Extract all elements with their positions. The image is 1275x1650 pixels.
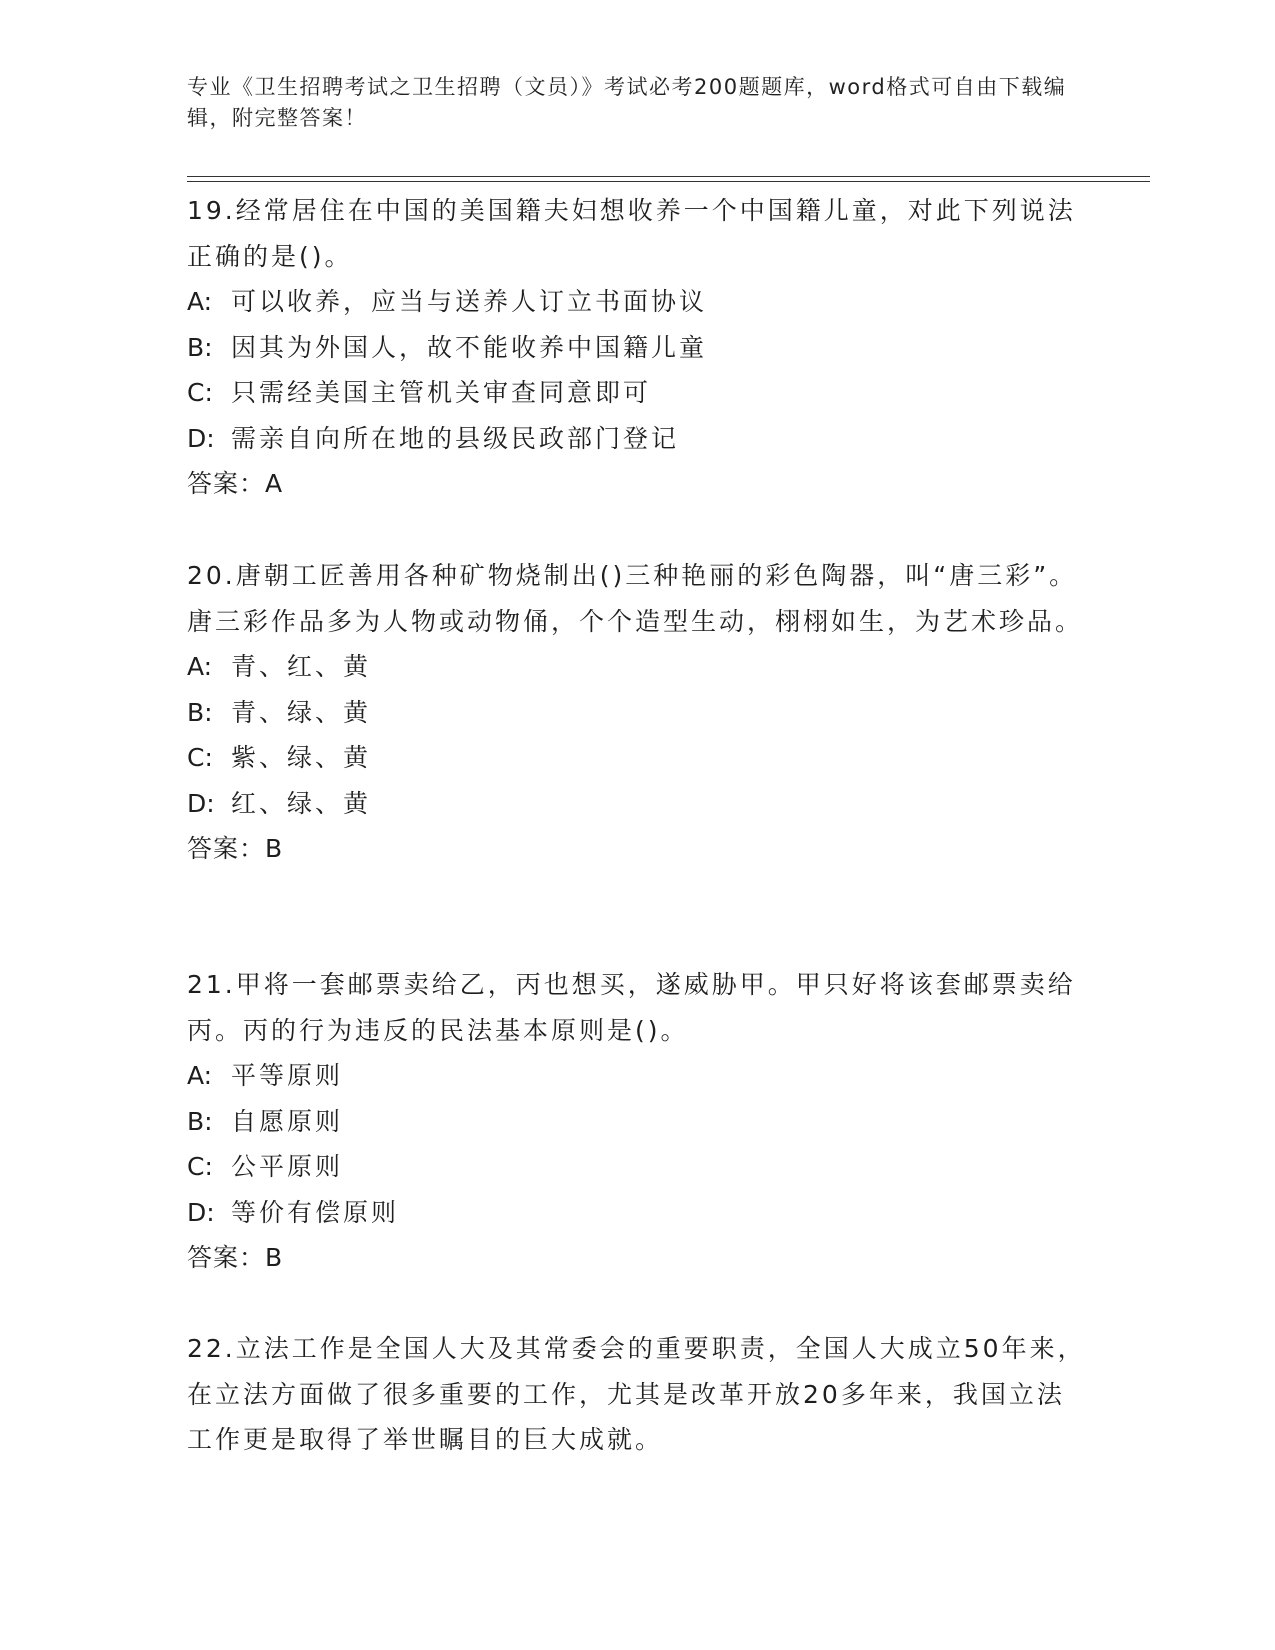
option-letter: D:	[187, 788, 215, 818]
option-text: 因其为外国人，故不能收养中国籍儿童	[231, 332, 708, 362]
option-text: 公平原则	[231, 1152, 344, 1181]
option-letter: C:	[187, 378, 213, 407]
question-22	[187, 1326, 1087, 1463]
option-c	[187, 370, 1087, 416]
header-divider-bottom	[187, 181, 1150, 182]
option-b	[187, 1099, 1087, 1145]
option-a	[187, 279, 1087, 325]
option-letter: A:	[187, 1061, 213, 1090]
option-text: 自愿原则	[231, 1106, 344, 1136]
option-c	[187, 735, 1087, 781]
option-c	[187, 1144, 1087, 1190]
option-text: 青、红、黄	[231, 652, 372, 681]
option-text: 红、绿、黄	[231, 788, 372, 818]
option-text: 可以收养，应当与送养人订立书面协议	[231, 287, 708, 316]
question-stem: 22.立法工作是全国人大及其常委会的重要职责，全国人大成立50年来，在立法方面做了很多重要的工作，尤其是改革开放20多年来，我国立法工作更是取得了举世瞩目的巨大成就。	[187, 1334, 1086, 1454]
answer-line: 答案：B	[187, 1243, 284, 1272]
option-letter: C:	[187, 743, 213, 772]
option-text: 等价有偿原则	[231, 1197, 400, 1227]
option-a	[187, 1053, 1087, 1099]
question-21	[187, 962, 1087, 1281]
option-letter: A:	[187, 652, 213, 681]
option-letter: B:	[187, 1106, 213, 1136]
option-text: 只需经美国主管机关审查同意即可	[231, 378, 652, 407]
question-19	[187, 188, 1087, 507]
option-letter: B:	[187, 697, 213, 727]
option-text: 紫、绿、黄	[231, 743, 372, 772]
document-header: 专业《卫生招聘考试之卫生招聘（文员）》考试必考200题题库，word格式可自由下载编辑，附完整答案！	[187, 75, 1067, 130]
option-letter: A:	[187, 287, 213, 316]
answer-line: 答案：A	[187, 469, 284, 498]
header-divider-top	[187, 176, 1150, 177]
option-letter: D:	[187, 1197, 215, 1227]
option-a	[187, 644, 1087, 690]
option-d	[187, 1190, 1087, 1236]
question-stem: 19.经常居住在中国的美国籍夫妇想收养一个中国籍儿童，对此下列说法正确的是()。	[187, 196, 1076, 271]
option-letter: C:	[187, 1152, 213, 1181]
answer-line: 答案：B	[187, 834, 284, 863]
option-d	[187, 416, 1087, 462]
option-letter: D:	[187, 423, 215, 453]
question-stem: 21.甲将一套邮票卖给乙，丙也想买，遂威胁甲。甲只好将该套邮票卖给丙。丙的行为违反的民法基本原则是()。	[187, 970, 1076, 1045]
option-b	[187, 325, 1087, 371]
question-20	[187, 553, 1087, 872]
option-text: 青、绿、黄	[231, 697, 372, 727]
question-stem: 20.唐朝工匠善用各种矿物烧制出()三种艳丽的彩色陶器，叫“唐三彩”。唐三彩作品多为人物或动物俑，个个造型生动，栩栩如生，为艺术珍品。	[187, 561, 1084, 636]
option-text: 平等原则	[231, 1061, 344, 1090]
option-letter: B:	[187, 332, 213, 362]
option-text: 需亲自向所在地的县级民政部门登记	[231, 423, 680, 453]
option-d	[187, 781, 1087, 827]
option-b	[187, 690, 1087, 736]
